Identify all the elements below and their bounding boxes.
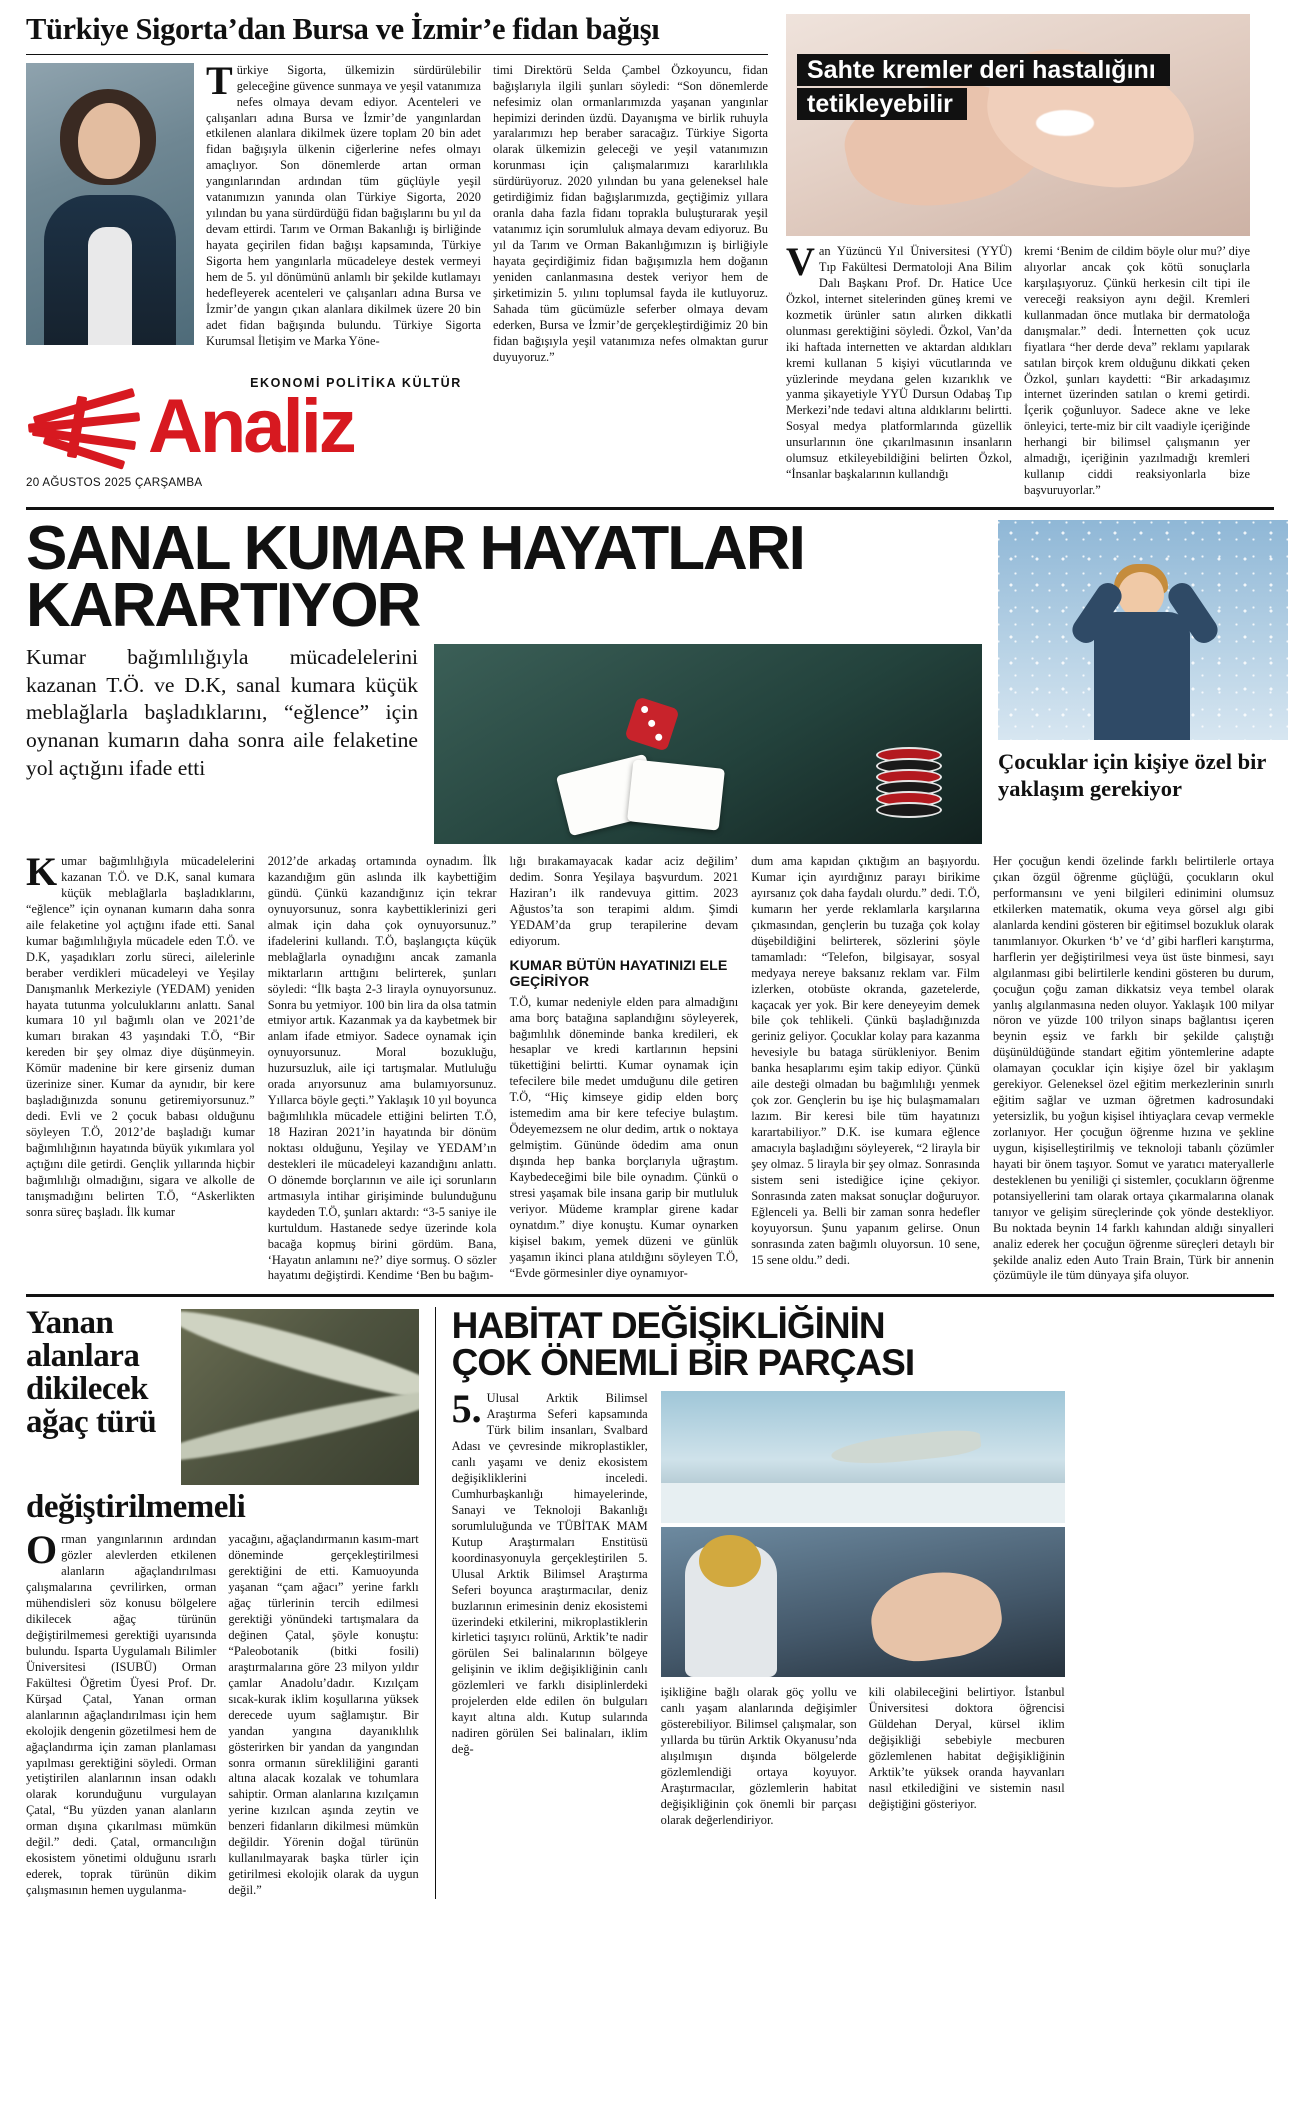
masthead-date: 20 AĞUSTOS 2025 ÇARŞAMBA bbox=[26, 475, 203, 489]
top-story-col1: Türkiye Sigorta, ülkemizin sürdürülebilir geleceğine güvence sunmaya ve yeşil vatanımıza nefes olmaya devam ediyor. Acenteleri ve çalışanları adına Bursa ve İzmir’de yangınlardan etkilenen alanlara dikilmek üzere toplam 20 bin adet fidan bağışıyla ülkenin ciğerlerine nefes olmayı amaçlıyor. Son dönemlerde artan orman yangınlarından ardından tüm güçlüyle yeşil vatanımızın yanında olan Türkiye Sigorta, 2020 yılından bu yana sürdürdüğü fidan bağışlarını bu yıl da devam ettirdi. Tarım ve Orman Bakanlığı iş birliğinde hayata geçirilen fidan bağışı kapsamında, Türkiye Sigorta hem yangınlarla mücadeleye destek vermeyi hem de 5. yıl dönümünü anlamlı bir şekilde kutlamayı hedefleyerek acenteleri ve çalışanları adına Bursa ve İzmir’de yangın çıkan alanlara dikilmek üzere 20 bin adet fidan bağışında bulundu. Türkiye Sigorta Kurumsal İletişim ve Marka Yöne- bbox=[206, 57, 481, 348]
child-story-col1: Her çocuğun kendi özelinde farklı belirtilerle ortaya çıkan özgül öğrenme güçlüğü, çocukların okul performansını ve yeni bilgileri edinimini olumsuz etkilerken matematik, okuma veya görsel algı gibi alanlarda kendini gösteren bir eğitimsel bozukluk olarak tanımlanıyor. Okurken ‘b’ ve ‘d’ gibi harfleri karıştırma, harflerin yer değiştirilmesi veya üst üste binmesi, sayı algılanması gibi belirtilerle kendini gösteren bu durum, çocuğun çoğu zaman dikkatsiz veya tembel olarak yanlış algılanmasına neden oluyor. Yaklaşık 100 milyar nöron ve yüzde 100 trilyon sinaps bağlantısı içeren beynin eşsiz ve farklı bir şekilde çalıştığı düşünüldüğünde standart eğitim yöntemlerine adapte olamayan çocuklar için kişiye özel bir yaklaşım gerekiyor. Geleneksel özel eğitim merkezlerinin sınırlı eğitim sağlar ve uzman öğretmen kadrosundaki yetersizlik, bu yoğun kişisel ihtiyaçlara cevap vermekle zorlanıyor. Her çocuğun öğrenme hızına ve şekline uygun, kişiselleştirilmiş ve teknoloji tabanlı çözümler hayati bir önem taşıyor. Somut ve yaratıcı materyallerle desteklenen bu yeniliği çi sistemler, çocukların öğrenme potansiyellerini tam olarak ortaya çıkarmalarına olanak tanıyor ve gelişim süreçlerinde çok yönde destekliyor. Bu noktada beynin 14 farklı kahından aldığı sinyalleri analiz ederek her çocuğun öğrenme süreçleri detaylı bir şekilde analiz eden Auto Train Brain, Türk bir annenin çözümüyle ile tüm dünyaya şifa oluyor. bbox=[992, 854, 1274, 1283]
rule bbox=[26, 54, 768, 55]
top-story-col2: timi Direktörü Selda Çambel Özkoyuncu, fidan bağışlarıyla ilgili şunları söyledi: “Son dönemlerde nefesimiz olan ormanlarımızda yaşanan yangınlar hepimizi derinden üzdü. Dayanışma ve birlik ruhuyla yaralarımızı hep beraber saracağız. Türkiye Sigorta olarak ülkemizin geleceği ve yeşil vatanımızın korunması için çalışmalarımızı kararlılıkla sürdürüyoruz. 2020 yılından bu yana geleneksel hale getirdiğimiz fidan bağışlarımızda, geçtiğimiz yıllara oranla daha fazla fidanı toprakla buluşturarak yeşil vatanımız için sorumluluk almaya devam ediyoruz. Bu yıl da Tarım ve Orman Bakanlığımızın iş birliğiyle hayata geçirdiğimiz fidan bağışımızla hem doğanın yeniden canlanmasına destek veriyor hem de şirketimizin 5. yılını toplumsal fayda ile kutluyoruz. Sahada tüm gücümüzle seferber olmaya devam ederken, Bursa ve İzmir’de gerçekleştirdiğimiz 20 bin fidan bağışıyla yeşil vatanımıza nefes olmaktan gurur duyuyoruz.” bbox=[493, 62, 768, 364]
masthead-logo-text: Analiz bbox=[148, 384, 354, 470]
habitat-story bbox=[452, 1307, 1274, 1899]
photo-sei-whale bbox=[661, 1391, 1065, 1523]
top-left-story bbox=[26, 14, 768, 489]
main-story-col2: 2012’de arkadaş ortamında oynadım. İlk kazandığım gün aslında ilk kaybettiğim gündü. Çünkü kazandığınız için tekrar oynuyorsunuz, sonra kaybettiklerinizi geri almak için daha çok oynuyorsunuz.” ifadelerini kullandı. T.Ö, başlangıçta küçük meblağlarla oynadığını ancak zamanla miktarların arttığını belirterek, şunları söyledi: “İlk başta 2-3 lirayla oynuyorsunuz. Sonra bu yetmiyor. 100 bin lira da olsa tatmin etmiyor artık. Kazanmak ya da kaybetmek bir anlam ifade etmiyor. Sadece oynamak için oynuyorsunuz. Moral bozukluğu, huzursuzluk, aile içi tartışmalar. Mutluluğu orada arıyorsunuz ama bulamıyorsunuz. Yıllarca böyle geçti.” Yaklaşık 10 yıl boyunca bağımlılıkla mücadele ettiğini belirten T.Ö, 18 Haziran 2021’in hayatında bir dönüm noktası olduğunu, Yeşilay ve YEDAM’ın destekleri ile mücadeleyi kazandığını anlattı. O dönemde borçlarının ve aile içi sorunların artmasıyla intihar girişiminde bulunduğunu kaydeden T.Ö, şunları aktardı: “3-5 saniye ile kurtuldum. Hastanede sedye üzerinde kola bacağa kopmuş birini gördüm. Bana, ‘Hayatın anlamını ne?’ diye sormuş. O sözler hayatımı değiştirdi. Kendime ‘Ben bu bağım- bbox=[267, 854, 497, 1283]
health-story-col2: kremi ‘Benim de cildim böyle olur mu?’ diye alıyorlar ancak çok kötü sonuçlarla karşılaşıyoruz. Çünkü herkesin cilt tipi ile vereceği reaksiyon aynı değil. Kremleri kullanmadan önce mutlaka bir dermatoloğa danışmalar.” dedi. İnternetten çok ucuz fiyatlara “her derde deva” reklamı yapılarak satılan birçok krem olduğunu dikkati çeken Özkol, şunları kaydetti: “Bir arkadaşımız internet üzerinden satılan o kremi getirdi. İçerik çoğunluyor. Sadece akne ve leke önleyici, terte-miz bir cilt vaadiyle içeriğinde herhangi bir bilimsel çalışmanın yer almadığı, içeriğinin yazılmadığı kremleri kullanıp ciddi reaksiyonlarla bize başvuruyorlar.” bbox=[1024, 244, 1250, 498]
habitat-photo-group bbox=[661, 1391, 1065, 1828]
photo-researcher-microplastics bbox=[661, 1527, 1065, 1677]
main-story-col1: Kumar bağımlılığıyla mücadelelerini kazanan T.Ö. ve D.K, sanal kumara küçük meblağlarla başladıklarını, “eğlence” için oynanan kumarın daha sonra aile felaketine yol açtığını ifade etti. Sanal kumar bağımlılığıyla mücadele eden T.Ö. ve D.K, yaşadıkları zorlu süreci, ailelerinle beraber verdikleri mücadeleyi ve Yeşilay Danışmanlık Merkeziyle (YEDAM) yeniden hayata tutunma yolculuklarını anlattı. Sanal kumara 10 yıl bağımlı olan ve 2021’de kumarı bırakan 43 yaşındaki T.Ö, “Bir kereden bir şey olmaz diye düşünmeyin. Kömür madenine bir kere girseniz duman üzerinize siner. Kumar da aynıdır, bir kere başladığınızda sonunu getiremiyorsunuz.” dedi. Evli ve 2 çocuk babası olduğunu söyleyen T.Ö, 2012’de başladığı kumar bağımlılığının hayatında büyük yıkımlara yol açtığını dile getirdi. Gençlik yıllarında hiçbir bağımlılığı olmadığını, sigara ve alkolle de tanışmadığını belirten T.Ö, “Askerlikten sonra süreç başladı. İlk kumar bbox=[26, 849, 255, 1219]
habitat-col2: işikliğine bağlı olarak göç yollu ve canlı yaşam alanlarında değişimler gösterebiliyor. Bilimsel çalışmalar, son yıllarda bu türün Arktik Okyanusu’nda alışılmışın dışında bölgelerde gözlemlendiği ortaya koyuyor. Araştırmacılar, gözlemlerin habitat değişikliğinin çok önemli bir parçası olarak değerlendiriyor. bbox=[660, 1685, 857, 1827]
fire-story-col1: Orman yangınlarının ardından gözler alevlerden etkilenen alanların ağaçlandırılması çalışmalarına çevrilirken, orman mühendisleri söz konusu bölgelere dikilecek ağaç türünün değiştirilmemesi gerektiği uyarısında bulundu. Isparta Uygulamalı Bilimler Üniversitesi (ISUBÜ) Orman Fakültesi Öğretim Üyesi Prof. Dr. Kürşad Çatal, Yanan orman alanlarının ağaçlandırılması için hem ekolojik dengenin gözetilmesi hem de ağaçlandırma için zaman planlaması yapılması gerektiğini söyledi. Orman yetiştirilen alanlarının insan odaklı olarak korunduğunu vurgulayan Çatal, “Bu yüzden yanan alanların orman dışına çıkarılması mümkün değil.” dedi. Çatal, ormancılığın ekosistem yönetimi olduğunu ısrarlı ederek, toprak türünün dikim çalışmasının hemen uygulanma- bbox=[26, 1527, 217, 1897]
main-story-deck: Kumar bağımlılığıyla mücadelelerini kazanan T.Ö. ve D.K, sanal kumara küçük meblağlarla başladıklarını, “eğlence” için oynanan kumarın daha sonra aile felaketine yol açtığını ifade etti bbox=[26, 645, 418, 780]
fire-story bbox=[26, 1307, 419, 1899]
photo-casino-chips-cards bbox=[434, 644, 982, 844]
main-headline-line1: SANAL KUMAR HAYATLARI bbox=[26, 514, 804, 583]
analiz-logo-icon bbox=[26, 392, 144, 464]
main-story-col3-b: T.Ö, kumar nedeniyle elden para almadığını ama borç batağına saplandığını söyleyerek, bağımlılık döneminde banka kredileri, ek hesaplar ve kredi kartlarının hepsini tükettiğini belirtti. Kumar oynamak için tefecilere bile medet umduğunu dile getiren T.Ö, “Hiç kimseye gidip elden borç istemedim ama bir kere tefeciye bulaştım. Ödeyemezsem ne olur dedim, artık o noktaya gelmiştim. Gününde ödedim ama onun dışında hep banka borçlarıyla uğraştım. Kaybedeceğimi bile bile oynadım. Çünkü o stresi yaşamak bile insana garip bir mutluluk veriyor. Müdeme kramplar girene kadar oynatdım.” diye konuştu. Kumar oynarken kişisel bakım, yemek düzeni ve günlük yaşamın ikinci plana atıldığını söyleyen T.Ö, “Evde görmesinler diye oynamıyor- bbox=[509, 994, 739, 1280]
fire-story-headline: Yanan alanlara dikilecek ağaç türü değiştirilmemeli bbox=[26, 1305, 246, 1526]
health-story-title: Sahte kremler deri hastalığını tetikleyebilir bbox=[800, 54, 1163, 120]
section-rule-2 bbox=[26, 1294, 1274, 1297]
health-story bbox=[786, 14, 1250, 499]
main-story-col4: dum ama kapıdan çıktığım an başıyordu. Kumar için ayırdığınız parayı birikime ayırsanız çok daha faydalı olurdu.” dedi. T.Ö, kumarın her yerde reklamlarla karşılarına çıkmasından, gençlerin bu tuzağa çok kolay düşebildiğini belirterek, sözlerini şöyle tamamladı: “Telefon, bilgisayar, sosyal medyaya nereye baksanız reklam var. Film izlerken, otobüste okranda, gazetelerde, kaçacak yer yok. Bir kere deneyeyim demek bile çok tehlikeli. Çünkü başladığınızda geriniz geliyor. Çocuklar kolay para kazanma hevesiyle bu bataga sürükleniyor. Benim banka hesaplarımı eşim takip ediyor. Çünkü aile desteği olmadan bu bağımlılığı yenmek çok zor. Gençlerin bu işe hiç bulaşmamaları lazım. Bir keresi bile tüm hayatınızı karartabiliyor.” D.K. ise kumara eğlence amacıyla başladığını söyleyerek, “2 lirayla bir şey olmaz. 5 lirayla bir şey olmaz. Sonrasında sistem seni istediğice içine çekiyor. Sonrasında zaten maksat sonuçlar doğuruyor. Eğlenceli ya. Belli bir zaman sonra hedefler koyuyorsun. Şunu yapanım gelirse. Onun sonrasında zaten bağımlı oluyorsun. 10 sene, 15 sene oldu.” dedi. bbox=[751, 854, 980, 1267]
bottom-section bbox=[26, 1307, 1274, 1899]
child-story-title: Çocuklar için kişiye özel bir yaklaşım gerekiyor bbox=[998, 749, 1266, 801]
main-story-col3 bbox=[509, 854, 738, 1284]
masthead bbox=[26, 376, 768, 489]
habitat-col3: kili olabileceğini belirtiyor. İstanbul Üniversitesi doktora öğrencisi Güldehan Deryal, kürsel iklim değişikliği sebebiyle mecburen gözlemlenen habitat değişikliğinin Arktik’te yüksek oranda hayvanları nasıl etkilediğini ve sistemin nasıl değiştiğini gösteriyor. bbox=[868, 1685, 1065, 1811]
main-story-columns bbox=[26, 849, 1274, 1284]
photo-spokesperson bbox=[26, 63, 194, 345]
health-story-col1: Van Yüzüncü Yıl Üniversitesi (YYÜ) Tıp Fakültesi Dermatoloji Ana Bilim Dalı Başkanı Prof. Dr. Hatice Uce Özkol, internet sitelerinden güneş kremi ve kozmetik ürünler satın alırken dikkatli olunması gerektiğini söyledi. Özkol, Van’da iki haftada internetten ve aktardan aldıkları kremi kullanan 5 kişiyi vücutlarında ve yüzlerinde meydana gelen kızarıklık ve yanma şikayetiyle YYÜ Dursun Odabaş Tıp Merkezi’nde tedavi altına aldıklarını belirtti. Sosyal medya platformlarında güzellik unsurlarının öne çıkarılmasının insanların olumsuz etkileyebildiğini belirten Özkol, “İnsanlar başkalarının kullandığı bbox=[786, 239, 1012, 482]
main-story-subhead: KUMAR BÜTÜN HAYATINIZI ELE GEÇİRİYOR bbox=[509, 957, 728, 991]
main-story-col3-a: lığı bırakamayacak kadar aciz değilim’ dedim. Sonra Yeşilaya başvurdum. 2021 Haziran’ı ilk randevuya gittim. 2023 Ağustos’ta son terapimi aldım. Şimdi YEDAM’da grup terapilerine devam ediyorum. bbox=[509, 854, 739, 948]
main-story bbox=[26, 514, 1274, 1284]
photo-hands-cream bbox=[786, 14, 1250, 236]
vertical-divider bbox=[435, 1307, 436, 1899]
photo-aerial-burned-area bbox=[181, 1309, 419, 1485]
main-headline-line2: KARARTIYOR bbox=[26, 571, 420, 641]
habitat-headline-line2: ÇOK ÖNEMLİ BİR PARÇASI bbox=[451, 1342, 915, 1384]
habitat-col1: 5.Ulusal Arktik Bilimsel Araştırma Seferi kapsamında Türk bilim insanları, Svalbard Adası ve çevresinde mikroplastikler, canlı yaşamı ve deniz ekosistem değişikliklerini inceledi. Cumhurbaşkanlığı himayelerinde, Sanayi ve Teknoloji Bakanlığı sorumluluğunda ve TÜBİTAK MAM Kutup Araştırmaları Enstitüsü koordinasyonuyla gerçekleştirilen 5. Ulusal Arktik Bilimsel Araştırma Seferi boyunca araştırmacılar, deniz buzlarının erimesinin deniz ekosistemi üzerindeki etkilerini, mikroplastiklerin kirletici taşıyıcı rolünü, Arktik’te nadir görülen Sei balinalarının bölgeye gelişinin ve iklim değişikliğinin canlı gözlemleri ve farklı disiplinlerdeki projelerden elde edilen ön bulguları kayıt altına aldı. Kutup sularında nadiren görülen Sei balinaları, iklim değ- bbox=[451, 1386, 648, 1756]
fire-story-col2: yacağını, ağaçlandırmanın kasım-mart döneminde gerçekleştirilmesi gerektiğini de etti. Kamuoyunda yaşanan “çam ağacı” yerine farklı ağaç türlerinin tercih edilmesi gerektiği yönündeki tartışmalara da değinen Çatal, şöyle konuştu: “Paleobotanik (bitki fosili) araştırmalarına göre 23 milyon yıldır çamlar Anadolu’dadır. Kızılçam sıcak-kurak iklim koşullarına yüksek derecede uyum sağlamıştır. Bir yandan yangına dayanıklılık gösterirken bir yandan da yangından sonra ormanın sürekliliğini garanti altına alacak kozalak ve tohumlara sahiptir. Orman alanlarına kızılçamın yerine kızılcan aşında zeytin ve benzeri fidanların dikilmesi mümkün değildir. Yörenin doğal türünün kullanılmayarak başka türler için getirilmesi ekolojik olarak da uygun değil.” bbox=[228, 1532, 419, 1897]
top-story-headline: Türkiye Sigorta’dan Bursa ve İzmir’e fidan bağışı bbox=[26, 12, 660, 46]
masthead-kicker: EKONOMİ POLİTİKA KÜLTÜR bbox=[250, 375, 462, 390]
top-section bbox=[26, 14, 1274, 499]
habitat-headline-line1: HABİTAT DEĞİŞİKLİĞİNİN bbox=[451, 1305, 885, 1347]
section-rule bbox=[26, 507, 1274, 510]
photo-child-snow bbox=[998, 520, 1288, 740]
